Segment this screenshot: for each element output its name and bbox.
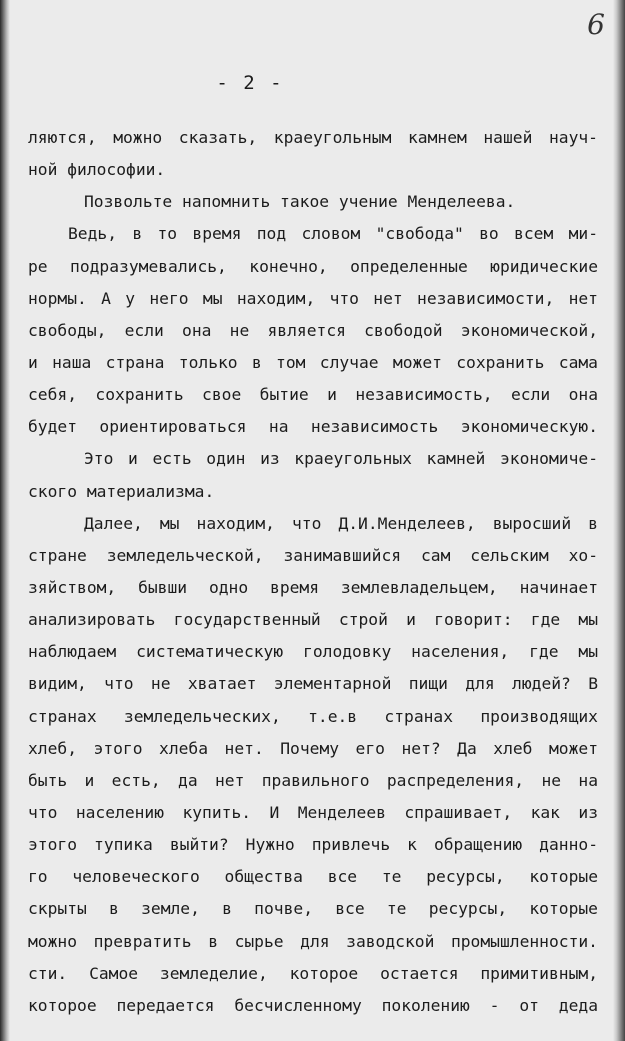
text-line: и наша страна только в том случае может сохранить сама	[28, 352, 598, 372]
text-line: быть и есть, да нет правильного распределения, не на	[28, 770, 598, 790]
text-line: видим, что не хватает элементарной пищи для людей? В	[28, 674, 598, 694]
text-line: свободы, если она не является свободой экономической,	[28, 320, 598, 340]
text-line: нормы. А у него мы находим, что нет независимости, нет	[28, 288, 598, 308]
handwritten-page-number: 6	[587, 8, 605, 41]
text-line: ре подразумевались, конечно, определенные юридические	[28, 256, 598, 276]
text-line: го человеческого общества все те ресурсы, которые	[28, 867, 598, 887]
page-number: - 2 -	[216, 72, 284, 94]
text-line: скрыты в земле, в почве, все те ресурсы, которые	[28, 899, 598, 919]
text-line: этого тупика выйти? Нужно привлечь к обращению данно-	[28, 835, 598, 855]
text-line: можно превратить в сырье для заводской промышленности.	[28, 931, 598, 951]
text-line: ляются, можно сказать, краеугольным камнем нашей науч-	[28, 128, 598, 147]
text-line: ной философии.	[28, 160, 166, 180]
text-line: которое передается бесчисленному поколению - от деда	[28, 995, 598, 1015]
text-line: Далее, мы находим, что Д.И.Менделеев, выросший в	[84, 513, 598, 533]
body-text	[28, 122, 598, 1022]
text-line: стране земледельческой, занимавшийся сам сельским хо-	[28, 545, 598, 565]
text-line: Позвольте напомнить такое учение Менделеева.	[84, 192, 516, 212]
text-line: будет ориентироваться на независимость экономическую.	[28, 417, 598, 437]
text-line: что населению купить. И Менделеев спрашивает, как из	[28, 802, 598, 822]
text-line: наблюдаем систематическую голодовку населения, где мы	[28, 642, 598, 662]
text-line: Ведь, в то время под словом "свобода" во всем ми-	[68, 224, 598, 244]
text-line: странах земледельческих, т.е.в странах производящих	[28, 706, 598, 726]
text-line: ского материализма.	[28, 481, 215, 501]
text-line: хлеб, этого хлеба нет. Почему его нет? Да хлеб может	[28, 738, 598, 758]
text-line: сти. Самое земледелие, которое остается примитивным,	[28, 963, 598, 983]
text-line: анализировать государственный строй и говорит: где мы	[28, 610, 598, 630]
text-line: себя, сохранить свое бытие и независимость, если она	[28, 385, 598, 405]
text-line: Это и есть один из краеугольных камней экономиче-	[84, 449, 598, 469]
text-line: зяйством, бывши одно время землевладельцем, начинает	[28, 577, 598, 597]
